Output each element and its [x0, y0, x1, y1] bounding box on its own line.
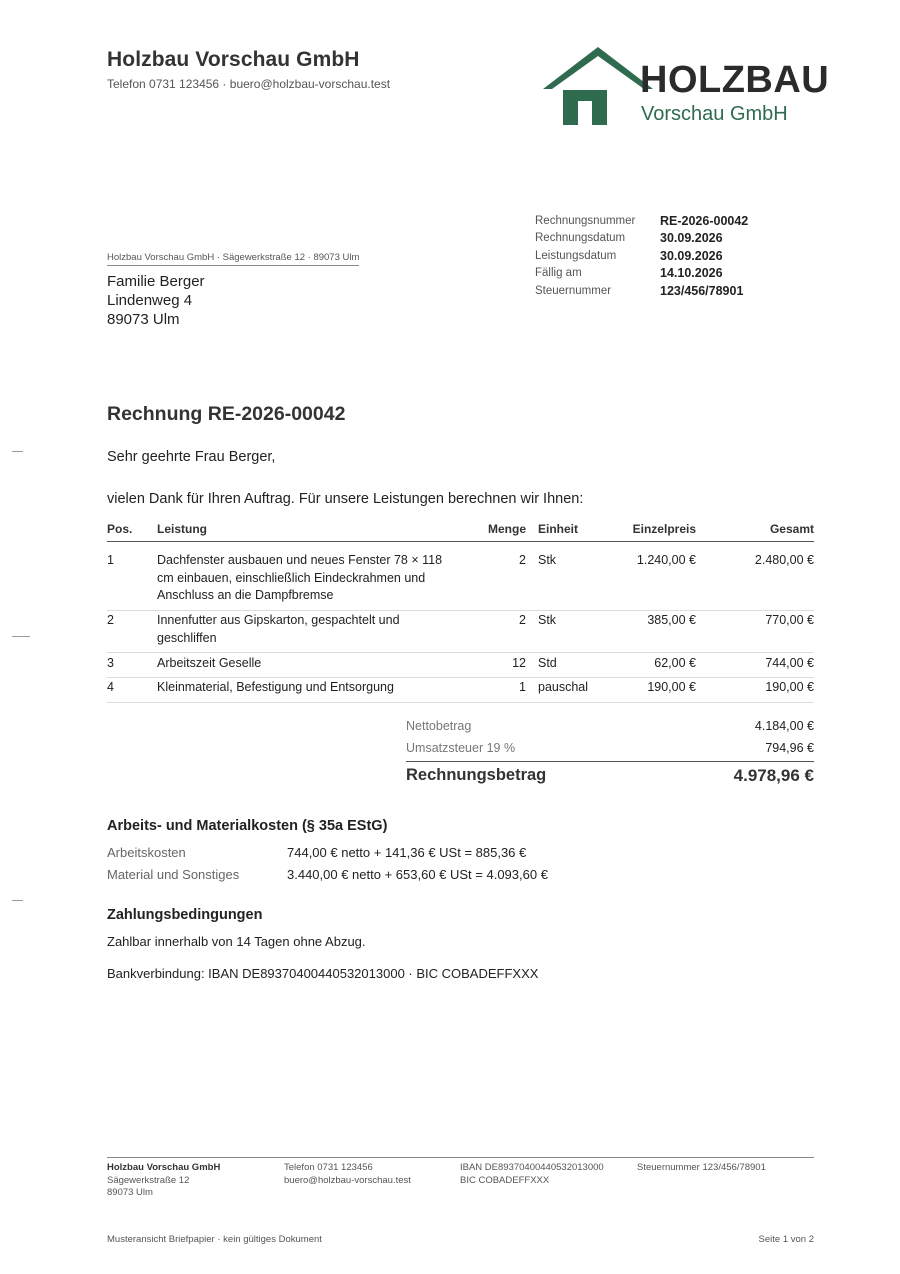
meta-value-invoice-date: 30.09.2026 — [660, 231, 723, 245]
bank-details: Bankverbindung: IBAN DE89370400440532013000 · BIC COBADEFFXXX — [107, 966, 539, 981]
row-2-service: Innenfutter aus Gipskarton, gespachtelt und geschliffen — [157, 613, 400, 645]
row-1-unit: Stk — [538, 553, 557, 567]
meta-value-tax-number: 123/456/78901 — [660, 284, 744, 298]
labor-costs-value: 744,00 € netto + 141,36 € USt = 885,36 € — [287, 845, 527, 860]
invoice-total-label: Rechnungsbetrag — [406, 766, 547, 784]
row-1-quantity: 2 — [519, 553, 526, 567]
row-3-unit: Std — [538, 656, 557, 670]
table-header-rule — [107, 541, 814, 542]
row-4-service: Kleinmaterial, Befestigung und Entsorgung — [157, 680, 394, 694]
logo-subtitle: Vorschau GmbH — [641, 103, 788, 125]
totals-rule — [406, 761, 814, 762]
meta-label-tax-number: Steuernummer — [535, 285, 612, 297]
row-2-total: 770,00 € — [765, 613, 814, 627]
row-3-pos: 3 — [107, 656, 114, 670]
meta-label-due-date: Fällig am — [535, 267, 582, 279]
table-header-unit: Einheit — [538, 522, 579, 536]
footer-tax-column — [637, 1162, 766, 1175]
row-2-quantity: 2 — [519, 613, 526, 627]
footer-iban: IBAN DE89370400440532013000 — [460, 1162, 604, 1173]
company-contact: Telefon 0731 123456 · buero@holzbau-vorschau.test — [107, 77, 391, 91]
row-2-pos: 2 — [107, 613, 114, 627]
row-1-divider — [107, 610, 814, 611]
footer-phone: Telefon 0731 123456 — [284, 1162, 373, 1173]
document-title: Rechnung RE-2026-00042 — [107, 403, 346, 425]
footer-note: Musteransicht Briefpapier · kein gültiges Dokument — [107, 1234, 322, 1245]
row-4-unit-price: 190,00 € — [647, 680, 696, 694]
footer-street: Sägewerkstraße 12 — [107, 1174, 190, 1186]
fold-mark-top — [12, 451, 23, 452]
row-4-quantity: 1 — [519, 680, 526, 694]
footer-contact-column — [284, 1162, 411, 1187]
footer-rule — [107, 1157, 814, 1158]
row-1-service: Dachfenster ausbauen und neues Fenster 78 × 118 cm einbauen, einschließlich Eindeckrahmen und Anschluss an die Dampfbremse — [157, 553, 443, 602]
row-2-divider — [107, 652, 814, 653]
footer-city: 89073 Ulm — [107, 1187, 153, 1198]
row-4-divider — [107, 702, 814, 703]
table-header-unit-price: Einzelpreis — [632, 522, 696, 536]
table-header-total: Gesamt — [769, 522, 814, 536]
row-2-unit-price: 385,00 € — [647, 613, 696, 627]
meta-label-service-date: Leistungsdatum — [535, 250, 617, 262]
row-1-total: 2.480,00 € — [754, 553, 814, 567]
punch-mark — [12, 636, 30, 637]
footer-email: buero@holzbau-vorschau.test — [284, 1174, 411, 1186]
row-4-pos: 4 — [107, 680, 114, 694]
meta-label-invoice-number: Rechnungsnummer — [535, 215, 636, 227]
meta-value-service-date: 30.09.2026 — [660, 249, 723, 263]
salutation: Sehr geehrte Frau Berger, — [107, 449, 276, 465]
net-amount-label: Nettobetrag — [406, 719, 472, 733]
row-3-total: 744,00 € — [765, 656, 814, 670]
row-4-unit: pauschal — [538, 680, 589, 694]
vat-label: Umsatzsteuer 19 % — [406, 741, 516, 755]
vat-value: 794,96 € — [765, 741, 814, 755]
footer-company-name: Holzbau Vorschau GmbH — [107, 1162, 221, 1173]
row-4-total: 190,00 € — [765, 680, 814, 694]
footer-tax-number: Steuernummer 123/456/78901 — [637, 1162, 766, 1173]
fold-mark-bottom — [12, 900, 23, 901]
net-amount-value: 4.184,00 € — [754, 719, 814, 733]
page-number: Seite 1 von 2 — [758, 1234, 814, 1245]
table-header-quantity: Menge — [487, 522, 526, 536]
row-3-unit-price: 62,00 € — [654, 656, 696, 670]
recipient-name: Familie Berger — [107, 273, 205, 290]
payment-terms: Zahlbar innerhalb von 14 Tagen ohne Abzug. — [107, 934, 366, 949]
payment-heading: Zahlungsbedingungen — [107, 907, 263, 923]
intro-text: vielen Dank für Ihren Auftrag. Für unsere Leistungen berechnen wir Ihnen: — [107, 491, 584, 507]
sender-return-line: Holzbau Vorschau GmbH · Sägewerkstraße 12 · 89073 Ulm — [107, 252, 359, 266]
table-header-service: Leistung — [157, 522, 207, 536]
tax-section-heading: Arbeits- und Materialkosten (§ 35a EStG) — [107, 818, 388, 834]
row-3-service: Arbeitszeit Geselle — [157, 656, 262, 670]
material-costs-label: Material und Sonstiges — [107, 867, 240, 882]
row-1-pos: 1 — [107, 553, 114, 567]
logo-wordmark: HOLZBAU — [640, 59, 830, 101]
row-3-divider — [107, 677, 814, 678]
labor-costs-label: Arbeitskosten — [107, 845, 186, 860]
invoice-total-value: 4.978,96 € — [733, 766, 814, 785]
row-2-unit: Stk — [538, 613, 557, 627]
table-header-pos: Pos. — [107, 522, 133, 536]
row-3-quantity: 12 — [512, 656, 526, 670]
row-1-unit-price: 1.240,00 € — [636, 553, 696, 567]
meta-label-invoice-date: Rechnungsdatum — [535, 232, 626, 244]
meta-value-due-date: 14.10.2026 — [660, 266, 723, 280]
house-icon — [543, 47, 653, 125]
meta-value-invoice-number: RE-2026-00042 — [660, 214, 749, 228]
recipient-street: Lindenweg 4 — [107, 292, 193, 309]
footer-company-column — [107, 1162, 220, 1200]
recipient-city: 89073 Ulm — [107, 311, 180, 328]
material-costs-value: 3.440,00 € netto + 653,60 € USt = 4.093,60 € — [287, 867, 548, 882]
footer-bank-column — [460, 1162, 604, 1187]
company-name: Holzbau Vorschau GmbH — [107, 48, 360, 71]
footer-bic: BIC COBADEFFXXX — [460, 1174, 550, 1186]
